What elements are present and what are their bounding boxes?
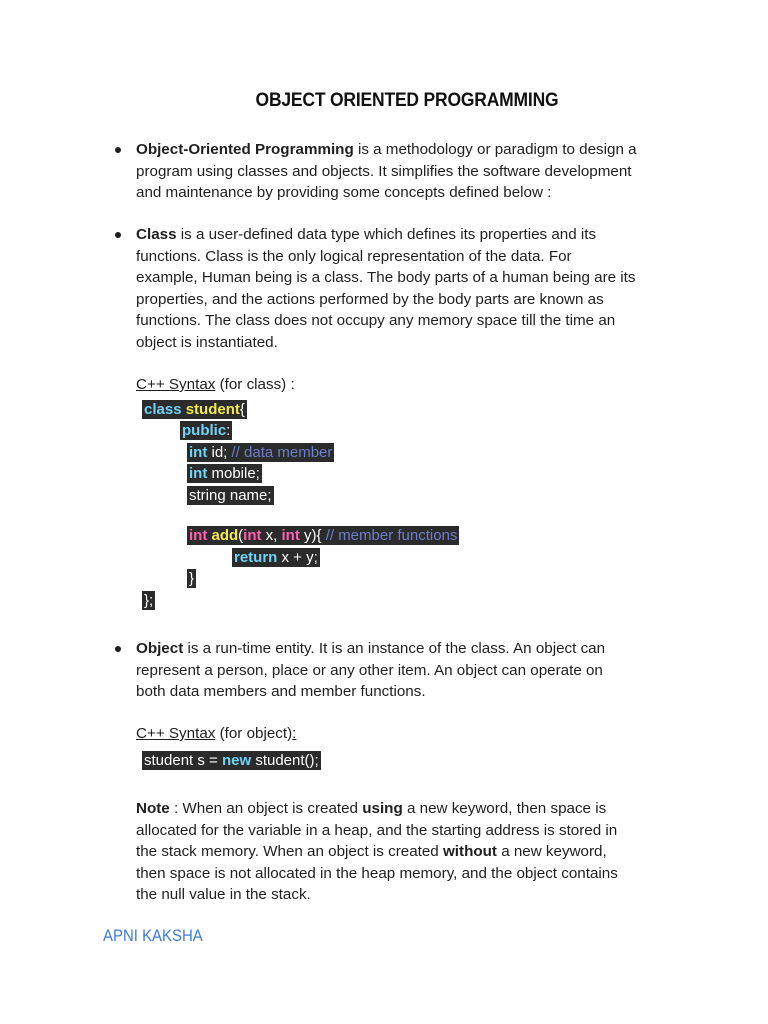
- class-line-6: object is instantiated.: [136, 333, 278, 351]
- bullet-dot-icon: [115, 232, 121, 238]
- class-line-3: example, Human being is a class. The body parts of a human being are its: [136, 269, 636, 286]
- code-line-string: string name;: [189, 487, 272, 504]
- class-line-2: functions. Class is the only logical representation of the data. For: [136, 247, 572, 265]
- intro-term: Object-Oriented Programming: [136, 141, 354, 158]
- code-line-object: student s = new student();: [144, 752, 319, 769]
- code-line-public: public:: [182, 422, 231, 439]
- bullet-dot-icon: [115, 147, 121, 153]
- syntax-suffix: (for class) :: [215, 376, 295, 393]
- class-line-4: properties, and the actions performed by the body parts are known as: [136, 290, 604, 308]
- object-term: Object: [136, 640, 184, 657]
- class-line-1: [136, 224, 676, 246]
- code-line-return: return x + y;: [234, 549, 318, 566]
- code-line-mobile: int mobile;: [189, 465, 260, 482]
- intro-line-1: [136, 139, 676, 161]
- object-bullet: [136, 638, 676, 703]
- syntax-label: C++ Syntax: [136, 376, 216, 393]
- class-bullet: [136, 224, 676, 353]
- page-title: OBJECT ORIENTED PROGRAMMING: [255, 90, 559, 111]
- intro-line-3: and maintenance by providing some concepts defined below :: [136, 184, 552, 201]
- intro-text-1: is a methodology or paradigm to design a: [353, 141, 637, 158]
- object-text-1: is a run-time entity. It is an instance of the class. An object can: [183, 640, 606, 657]
- note-line-2: allocated for the variable in a heap, and the starting address is stored in: [136, 821, 618, 839]
- class-syntax-label: [136, 374, 676, 396]
- intro-bullet: [136, 139, 676, 204]
- note-paragraph: [136, 798, 676, 906]
- class-term: Class: [136, 226, 177, 243]
- class-line-5: functions. The class does not occupy any memory space till the time an: [136, 312, 616, 329]
- footer-brand: APNI KAKSHA: [103, 926, 203, 945]
- code-line-id: int id; // data member: [189, 444, 333, 461]
- code-line-brace: }: [189, 570, 195, 587]
- intro-line-2: program using classes and objects. It simplifies the software development: [136, 162, 632, 180]
- code-line-add: int add(int x, int y){ // member functions: [189, 527, 458, 544]
- syntax-suffix: (for object): [215, 725, 293, 742]
- code-line-close: };: [144, 592, 154, 609]
- object-line-2: represent a person, place or any other item. An object can operate on: [136, 661, 603, 679]
- bullet-dot-icon: [115, 646, 121, 652]
- object-line-1: [136, 638, 676, 660]
- object-syntax-label: C++ Syntax (for object):: [136, 725, 297, 742]
- note-line-3: the stack memory. When an object is created without a new keyword,: [136, 843, 607, 860]
- note-line-5: the null value in the stack.: [136, 886, 311, 903]
- note-label: Note: [136, 800, 170, 817]
- object-line-3: both data members and member functions.: [136, 683, 426, 700]
- code-line-class: class student{: [144, 401, 245, 418]
- class-text-1: is a user-defined data type which defines its properties and its: [176, 226, 597, 243]
- note-line-1: Note : When an object is created using a new keyword, then space is: [136, 800, 607, 817]
- syntax-label: C++ Syntax: [136, 725, 216, 742]
- note-line-4: then space is not allocated in the heap memory, and the object contains: [136, 864, 618, 882]
